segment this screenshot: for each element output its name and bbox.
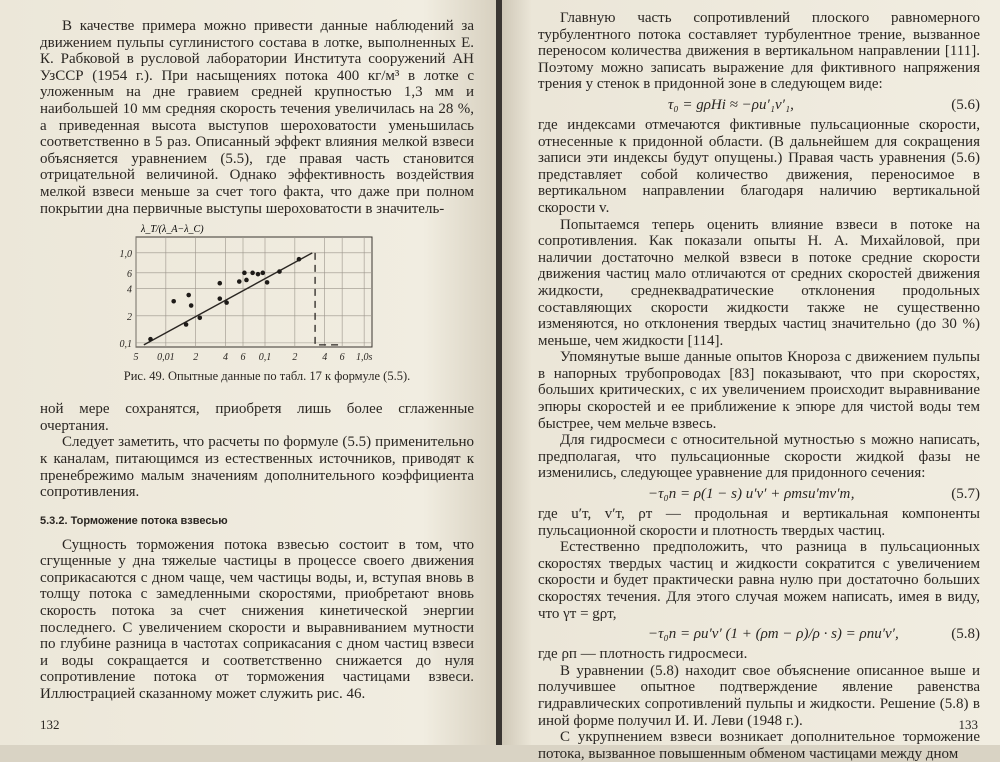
data-point — [297, 257, 302, 262]
section-heading: 5.3.2. Торможение потока взвесью — [40, 514, 228, 527]
figure-49 — [40, 221, 474, 369]
right-paragraph-5: Для гидросмеси с относительной мутностью s можно написать, предполагая, что пульсационные скорости жидкой фазы не изменились, следующее уравнение для придонного сечения: — [538, 432, 980, 482]
right-paragraph-2: где индексами отмечаются фиктивные пульсационные скорости, отнесенные к придонной области. (В дальнейшем для сокращения записи эти индексы будут опущены.) Правая часть уравнения (5.6) представляет собой количество движения, переносимое в вертикальном направлении благодаря наличию вертикальной скорости v. — [538, 116, 980, 216]
data-point — [260, 271, 265, 276]
data-point — [277, 269, 282, 274]
x-tick-label: 1,0s — [355, 352, 373, 364]
fit-line — [144, 253, 312, 345]
page-number-left: 132 — [40, 717, 60, 732]
right-page — [502, 0, 1000, 762]
data-point — [186, 293, 191, 298]
equation-5-6-formula: τ₀ = gρHi ≈ −ρu′₁v′₁, — [668, 96, 794, 113]
y-tick-label: 4 — [127, 284, 132, 296]
data-point — [237, 279, 242, 284]
right-paragraph-8: где ρп — плотность гидросмеси. — [538, 646, 748, 663]
left-paragraph-4: Сущность торможения потока взвесью состоит в том, что сгущенные у дна тяжелые частицы в процессе своего движения соприкасаются с дном чаще, чем частицы воды, и, вступая вновь в толщу потока с замедленными скоростями, приобретают вновь скорость потока за счет снижения кинетической энергии последнего. С увеличением скорости и выравниванием мутности по глубине разница в частотах соприкасания с дном частиц взвеси и воды сокращается и соответственно снижается до нуля сопротивление потока от торможения частицами взвеси. Иллюстрацией сказанному может служить рис. 46. — [40, 536, 474, 703]
equation-5-7 — [538, 482, 980, 506]
data-point — [244, 278, 249, 283]
right-paragraph-10: С укрупнением взвеси возникает дополнительное торможение потока, вызванное повышенным обменом частицами между дном — [538, 729, 980, 762]
data-point — [256, 272, 261, 277]
y-tick-label: 2 — [127, 311, 132, 323]
right-paragraph-9: В уравнении (5.8) находит свое объяснение описанное выше и получившее опытное подтверждение явление равенства гидравлических сопротивлений пульпы и жидкости. Решение (5.8) в иной форме получил И. И. Леви (1948 г.). — [538, 662, 980, 729]
x-tick-label: 6 — [240, 352, 246, 364]
data-point — [242, 271, 247, 276]
equation-5-6-number: (5.6) — [951, 96, 980, 113]
left-page — [0, 0, 498, 745]
data-point — [148, 337, 153, 342]
data-point — [184, 322, 189, 327]
right-paragraph-4: Упомянутые выше данные опытов Кнороза с движением пульпы в напорных трубопроводах [83] показывают, что при скоростях, больших критических, с их увеличением происходит выравнивание эпюры скоростей и ее приближение к эпюре для чистой воды тем быстрее, чем мельче взвесь. — [538, 349, 980, 432]
equation-5-8-number: (5.8) — [951, 626, 980, 643]
data-point — [171, 299, 176, 304]
data-point — [217, 281, 222, 286]
figure-caption: Рис. 49. Опытные данные по табл. 17 к формуле (5.5). — [123, 369, 411, 384]
left-paragraph-2: ной мере сохранятся, приобретя лишь более сглаженные очертания. — [40, 401, 474, 434]
y-tick-label: 6 — [127, 268, 132, 280]
dashed-guide-line — [315, 253, 342, 345]
data-point — [250, 271, 255, 276]
x-tick-label: 4 — [322, 352, 328, 364]
x-tick-label: 4 — [223, 352, 229, 364]
data-point — [189, 303, 194, 308]
x-tick-label: 5 — [133, 352, 139, 364]
y-axis-label: λ_T/(λ_A−λ_C) — [141, 224, 204, 236]
x-tick-label: 2 — [193, 352, 199, 364]
x-tick-label: 6 — [339, 352, 345, 364]
data-point — [197, 316, 202, 321]
x-tick-label: 2 — [292, 352, 298, 364]
right-paragraph-7: Естественно предположить, что разница в пульсационных скоростях твердых частиц и жидкости сократится с увеличением скорости и будет практически равна нулю при достаточно больших скоростях течения. Для этого случая можем написать, имея в виду, что γт = gρт, — [538, 539, 980, 622]
page-number-right: 133 — [958, 717, 978, 732]
data-point — [265, 280, 270, 285]
equation-5-8-formula: −τ₀п = ρu′v′ (1 + (ρт − ρ)/ρ · s) = ρпu′v′, — [648, 626, 899, 643]
right-paragraph-6: где u′т, v′т, ρт — продольная и вертикальная компоненты пульсационной скорости и плотность твердых частиц. — [538, 506, 980, 539]
y-tick-label: 1,0 — [119, 248, 132, 260]
x-tick-label: 0,1 — [258, 352, 272, 364]
equation-5-7-formula: −τ₀п = ρ(1 − s) u′v′ + ρтsu′тv′т, — [648, 486, 855, 503]
data-point — [217, 296, 222, 301]
y-tick-label: 0,1 — [119, 339, 132, 351]
scatter-chart — [40, 221, 474, 369]
right-paragraph-3: Попытаемся теперь оценить влияние взвеси в потоке на сопротивления. Как показали опыты Н. А. Михайловой, при наличии достаточно мелкой взвеси в потоке средние скорости движения частиц мало отличаются от средних скоростей движения жидкости, среднеквадратические отклонения продольных составляющих скорости жидкости также не существенно изменяются, но отклонения твердых частиц значительно (до 30 %) меньше, чем жидкости [114]. — [538, 216, 980, 349]
equation-5-8 — [538, 622, 980, 646]
data-point — [224, 300, 229, 305]
left-paragraph-1: В качестве примера можно привести данные наблюдений за движением пульпы суглинистого состава в лотке, выполненных Е. К. Рабковой в русловой лаборатории Института сооружений АН УзССР (1954 г.). При насыщениях потока 400 кг/м³ в лотке с уложенным на дне гравием средней крупностью 1,3 мм и наибольшей 10 мм средняя скорость течения увеличилась на 28 %, а приведенная высота выступов шероховатости уменьшилась соответственно в 5 раз. Описанный эффект влияния мелкой взвеси объясняется уравнением (5.5), где правая часть становится отрицательной величиной. Однако эффективность воздействия мелкой взвеси меньше за счет того факта, что даже при полном покрытии дна первичные выступы шероховатости в значитель- — [40, 18, 474, 217]
equation-5-6 — [538, 93, 980, 117]
x-tick-label: 0,01 — [157, 352, 175, 364]
left-paragraph-3: Следует заметить, что расчеты по формуле (5.5) применительно к каналам, питающимся из естественных источников, приводят к пренебрежимо малым значениям дополнительного коэффициента сопротивления. — [40, 434, 474, 501]
right-paragraph-1: Главную часть сопротивлений плоского равномерного турбулентного потока составляет турбулентное трение, вызванное переносом количества движения в вертикальном направлении [111]. Поэтому можно записать выражение для фиктивного напряжения трения у стенок в придонной зоне в следующем виде: — [538, 10, 980, 93]
equation-5-7-number: (5.7) — [951, 486, 980, 503]
